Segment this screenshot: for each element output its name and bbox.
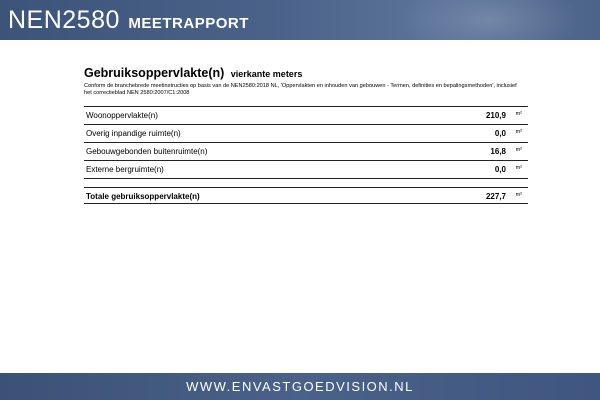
header-title xyxy=(8,6,249,35)
row-unit: m² xyxy=(515,111,522,117)
row-label: Overig inpandige ruimte(n) xyxy=(86,129,181,138)
footer-banner xyxy=(0,373,600,400)
total-row xyxy=(84,187,528,204)
section-title: Gebruiksoppervlakte(n) xyxy=(84,66,225,80)
section-heading xyxy=(84,64,528,82)
section-intro: Conform de branchebrede meetinstructies op basis van de NEN2580:2018 NL, 'Oppervlakten en inhouden van gebouwen - Termen, definities en bepalingsmethoden', inclusief het correctieblad NEN 2580:2007/C1:2008 xyxy=(84,83,517,96)
row-value: 0,0 xyxy=(494,165,506,174)
row-value: 16,8 xyxy=(490,147,506,156)
table-row xyxy=(84,160,528,178)
table-row xyxy=(84,124,528,142)
header-glow xyxy=(400,0,580,40)
row-value: 210,9 xyxy=(485,111,506,120)
row-label: Externe bergruimte(n) xyxy=(86,165,164,174)
row-unit: m² xyxy=(515,147,522,153)
row-unit: m² xyxy=(515,165,522,171)
report-type: MEETRAPPORT xyxy=(128,15,249,32)
row-unit: m² xyxy=(515,129,522,135)
report-content xyxy=(84,64,528,204)
table-divider xyxy=(84,178,528,187)
table-row xyxy=(84,142,528,160)
row-value: 0,0 xyxy=(494,129,506,138)
area-table xyxy=(84,106,528,204)
website-link[interactable]: WWW.ENVASTGOEDVISION.NL xyxy=(186,379,414,394)
total-unit: m² xyxy=(515,192,522,198)
header-banner xyxy=(0,0,600,40)
row-label: Gebouwgebonden buitenruimte(n) xyxy=(86,147,208,156)
table-row xyxy=(84,106,528,124)
section-unit-label: vierkante meters xyxy=(230,69,303,79)
total-value: 227,7 xyxy=(485,192,506,201)
standard-code: NEN2580 xyxy=(8,6,120,34)
row-label: Woonoppervlakte(n) xyxy=(86,111,158,120)
total-label: Totale gebruiksoppervlakte(n) xyxy=(86,192,200,201)
